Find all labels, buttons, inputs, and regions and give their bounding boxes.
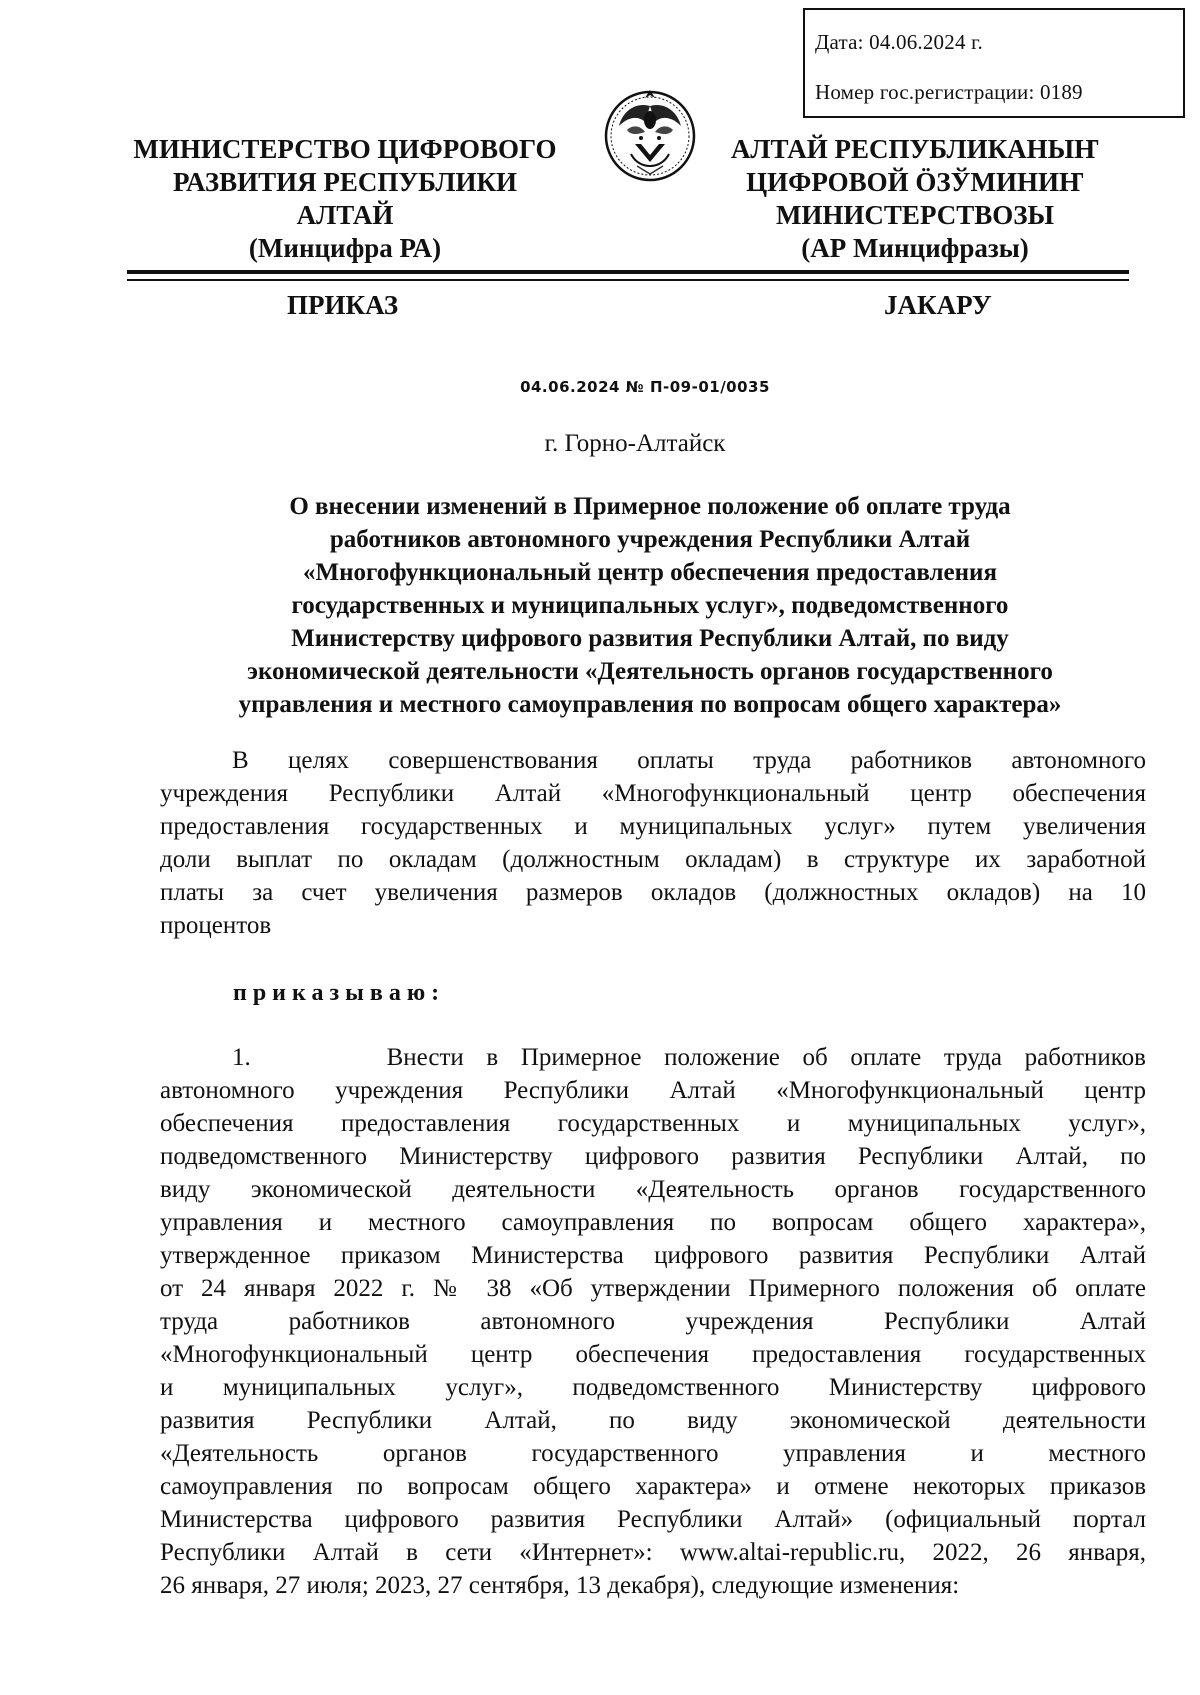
registration-date: Дата: 04.06.2024 г. [815, 30, 983, 54]
title-line: Министерству цифрового развития Республики Алтай, по виду [291, 625, 1009, 652]
document-number: 04.06.2024 № П-09-01/0035 [520, 378, 770, 396]
paragraph-line: В целях совершенствования оплаты труда работников автономного [232, 747, 1146, 774]
paragraph-line: учреждения Республики Алтай «Многофункциональный центр обеспечения [160, 780, 1146, 807]
header-divider-thick [127, 270, 1129, 274]
ministry-name-line: РАЗВИТИЯ РЕСПУБЛИКИ [172, 167, 518, 197]
title-line: О внесении изменений в Примерное положение об оплате труда [289, 493, 1011, 520]
paragraph-line: утвержденное приказом Министерства цифрового развития Республики Алтай [160, 1242, 1146, 1269]
paragraph-line: «Деятельность органов государственного управления и местного [160, 1440, 1146, 1467]
order-title-altai: JАКАРУ [884, 290, 992, 320]
paragraph-line: виду экономической деятельности «Деятельность органов государственного [160, 1176, 1146, 1203]
ministry-name-altai [720, 133, 1110, 265]
registration-stamp [803, 8, 1185, 118]
title-line: экономической деятельности «Деятельность органов государственного [247, 658, 1053, 685]
paragraph-line: и муниципальных услуг», подведомственного Министерству цифрового [160, 1374, 1146, 1401]
paragraph-line: подведомственного Министерству цифрового развития Республики Алтай, по [160, 1143, 1146, 1170]
ministry-name-line: МИНИСТЕРСТВО ЦИФРОВОГО [133, 134, 557, 164]
paragraph-line: Республики Алтай в сети «Интернет»: www.altai-republic.ru, 2022, 26 января, [160, 1539, 1146, 1566]
ministry-name-line: АЛТАЙ [296, 200, 394, 230]
title-line: управления и местного самоуправления по вопросам общего характера» [238, 691, 1062, 718]
paragraph-line: самоуправления по вопросам общего характера» и отмене некоторых приказов [160, 1473, 1146, 1500]
ministry-abbreviation: (АР Минцифразы) [801, 233, 1029, 263]
preamble-paragraph [160, 744, 1146, 942]
document-title [150, 490, 1150, 721]
paragraph-line: предоставления государственных и муниципальных услуг» путем увеличения [160, 813, 1146, 840]
decree-word: приказываю: [233, 980, 446, 1006]
order-title-russian: ПРИКАЗ [287, 290, 399, 320]
paragraph-line: автономного учреждения Республики Алтай «Многофункциональный центр [160, 1077, 1146, 1104]
paragraph-line: управления и местного самоуправления по вопросам общего характера», [160, 1209, 1146, 1236]
clause-1-paragraph [160, 1041, 1146, 1602]
paragraph-line: от 24 января 2022 г. № 38 «Об утверждении Примерного положения об оплате [160, 1275, 1146, 1302]
paragraph-line: развития Республики Алтай, по виду экономической деятельности [160, 1407, 1146, 1434]
ministry-name-russian [110, 133, 580, 265]
paragraph-line: 1. Внести в Примерное положение об оплате труда работников [232, 1044, 1146, 1071]
paragraph-line: Министерства цифрового развития Республики Алтай» (официальный портал [160, 1506, 1146, 1533]
title-line: государственных и муниципальных услуг», подведомственного [291, 592, 1009, 619]
paragraph-line: «Многофункциональный центр обеспечения предоставления государственных [160, 1341, 1146, 1368]
header-divider-thin [127, 279, 1129, 281]
title-line: работников автономного учреждения Республики Алтай [329, 526, 971, 553]
title-line: «Многофункциональный центр обеспечения предоставления [303, 559, 997, 586]
ministry-name-line: АЛТАЙ РЕСПУБЛИКАНЫҤ [730, 134, 1100, 164]
ministry-name-line: МИНИСТЕРСТВОЗЫ [775, 200, 1055, 230]
paragraph-line: обеспечения предоставления государственных и муниципальных услуг», [160, 1110, 1146, 1137]
paragraph-line: платы за счет увеличения размеров окладов (должностных окладов) на 10 [160, 879, 1146, 906]
paragraph-line: труда работников автономного учреждения Республики Алтай [160, 1308, 1146, 1335]
ministry-name-line: ЦИФРОВОЙ ÖЗЎМИНИҤ [746, 167, 1084, 197]
ministry-abbreviation: (Минцифра РА) [248, 233, 442, 263]
paragraph-line: доли выплат по окладам (должностным окладам) в структуре их заработной [160, 846, 1146, 873]
document-city: г. Горно-Алтайск [544, 430, 726, 457]
coat-of-arms-emblem-icon [601, 82, 699, 188]
paragraph-line: 26 января, 27 июля; 2023, 27 сентября, 13 декабря), следующие изменения: [160, 1572, 960, 1599]
paragraph-line: процентов [160, 912, 272, 939]
registration-number: Номер гос.регистрации: 0189 [815, 80, 1083, 104]
